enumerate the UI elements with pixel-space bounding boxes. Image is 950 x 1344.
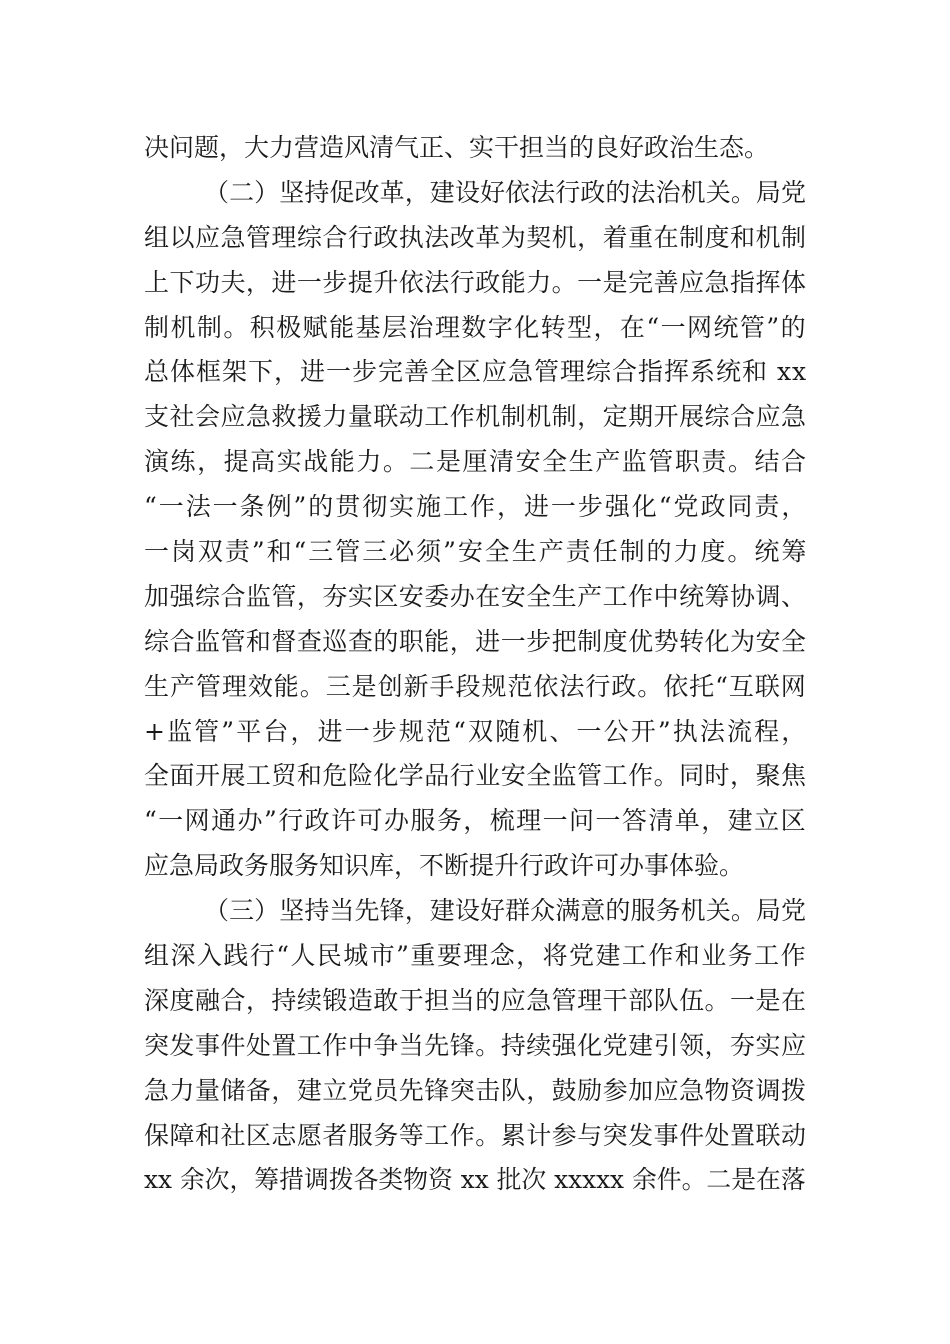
line-text: “一网通办”行政许可办服务，梳理一问一答清单，建立区 (144, 806, 808, 836)
line-text: 支社会应急救援力量联动工作机制机制，定期开展综合应急 (144, 402, 807, 432)
line-text: （二）坚持促改革，建设好依法行政的法治机关。局党 (204, 177, 807, 207)
text-line-14 (144, 710, 809, 755)
line-text: 上下功夫，进一步提升依法行政能力。一是完善应急指挥体 (144, 267, 807, 297)
text-line-4 (144, 261, 806, 306)
text-line-9 (144, 485, 809, 530)
text-line-21 (144, 1024, 806, 1069)
text-line-11 (144, 575, 806, 620)
line-text: 组深入践行“人民城市”重要理念，将党建工作和业务工作 (144, 941, 808, 971)
text-line-16 (144, 799, 806, 844)
line-text: 加强综合监管，夯实区安委办在安全生产工作中统筹协调、 (144, 581, 807, 611)
text-line-3 (144, 216, 806, 261)
line-text: 保障和社区志愿者服务等工作。累计参与突发事件处置联动 (144, 1120, 807, 1150)
text-line-1 (144, 126, 806, 171)
line-text: 全面开展工贸和危险化学品行业安全监管工作。同时，聚焦 (144, 761, 807, 791)
text-line-10 (144, 530, 809, 575)
line-text: 制机制。积极赋能基层治理数字化转型，在“一网统管”的 (144, 312, 808, 342)
text-line-7 (144, 395, 806, 440)
text-line-5 (144, 306, 806, 351)
line-text: 综合监管和督查巡查的职能，进一步把制度优势转化为安全 (144, 626, 807, 656)
text-line-22 (144, 1069, 806, 1114)
line-text: “一法一条例”的贯彻实施工作，进一步强化“党政同责， (144, 492, 809, 522)
section-heading-2 (144, 171, 806, 216)
line-text: 组以应急管理综合行政执法改革为契机，着重在制度和机制 (144, 222, 807, 252)
line-text: xx 余次，筹措调拨各类物资 xx 批次 xxxxx 余件。二是在落 (144, 1165, 806, 1195)
line-text: 急力量储备，建立党员先锋突击队，鼓励参加应急物资调拨 (144, 1075, 807, 1105)
line-text: 演练，提高实战能力。二是厘清安全生产监管职责。结合 (144, 447, 808, 477)
line-text: 应急局政务服务知识库，不断提升行政许可办事体验。 (144, 851, 745, 881)
line-text: 总体框架下，进一步完善全区应急管理综合指挥系统和 xx (144, 357, 808, 387)
section-heading-3 (144, 889, 806, 934)
line-text: 决问题，大力营造风清气正、实干担当的良好政治生态。 (144, 133, 770, 162)
text-line-8 (144, 440, 806, 485)
line-text: 突发事件处置工作中争当先锋。持续强化党建引领，夯实应 (144, 1030, 807, 1060)
text-line-24 (144, 1158, 806, 1203)
line-text: （三）坚持当先锋，建设好群众满意的服务机关。局党 (204, 896, 807, 926)
text-line-13 (144, 665, 806, 710)
text-line-15 (144, 754, 806, 799)
line-text: +监管”平台，进一步规范“双随机、一公开”执法流程， (144, 716, 809, 746)
document-body (144, 126, 809, 1203)
text-line-23 (144, 1114, 806, 1159)
line-text: 深度融合，持续锻造敢于担当的应急管理干部队伍。一是在 (144, 985, 807, 1015)
text-line-20 (144, 979, 806, 1024)
text-line-17 (144, 844, 806, 889)
text-line-12 (144, 620, 806, 665)
line-text: 生产管理效能。三是创新手段规范依法行政。依托“互联网 (144, 671, 807, 701)
line-text: 一岗双责”和“三管三必须”安全生产责任制的力度。统筹 (144, 537, 809, 567)
text-line-6 (144, 350, 806, 395)
text-line-19 (144, 934, 806, 979)
